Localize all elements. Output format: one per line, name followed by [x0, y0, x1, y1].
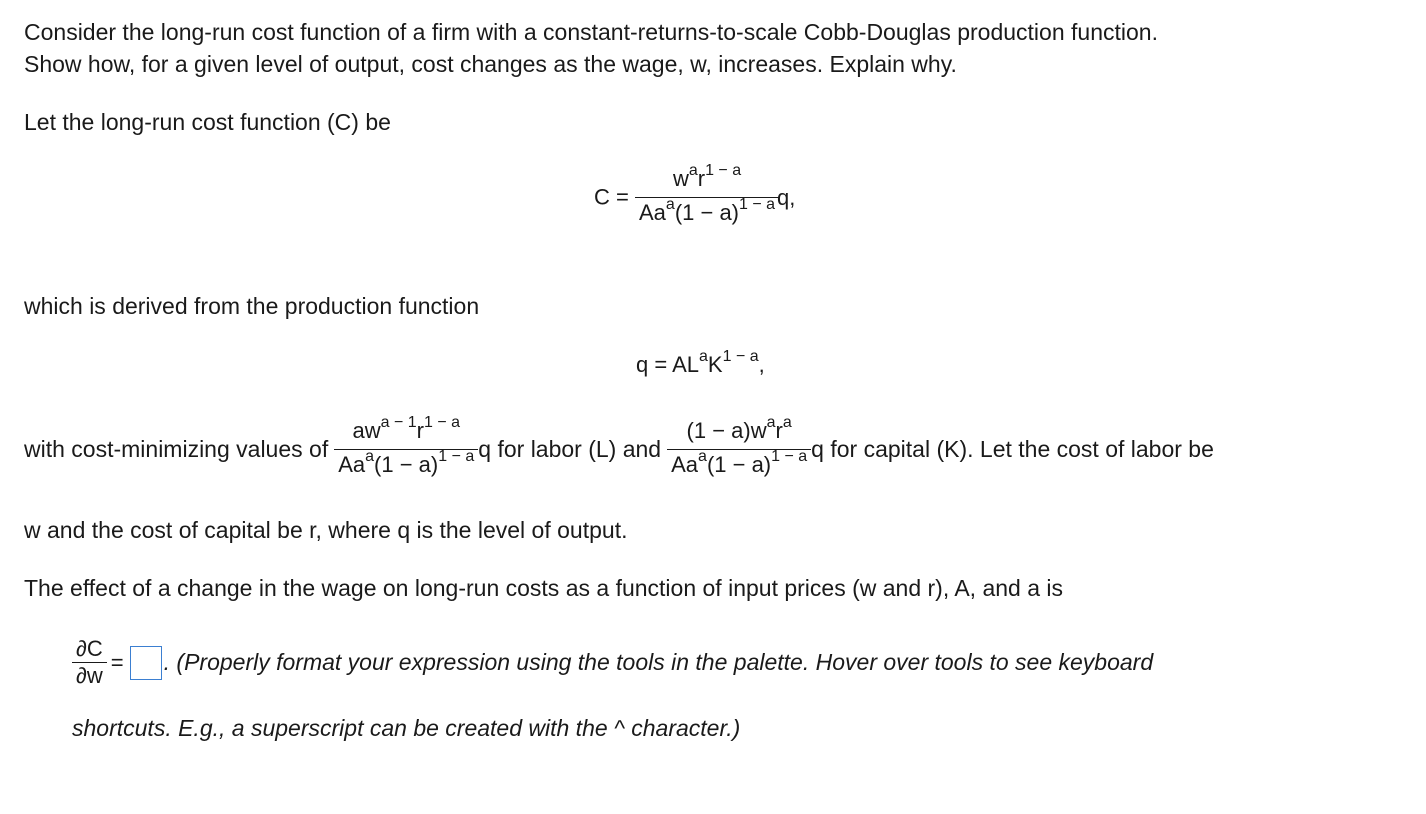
- effect-text: The effect of a change in the wage on long-run costs as a function of input prices (w and r), A, and a is: [24, 575, 1064, 601]
- for-capital-text: q for capital (K). Let the cost of labor be: [811, 436, 1214, 462]
- intro-line-1: Consider the long-run cost function of a firm with a constant-returns-to-scale Cobb-Douglas production function.: [24, 19, 1158, 45]
- cost-minimizing-line: [24, 416, 1214, 483]
- for-labor-text: q for labor (L) and: [478, 436, 662, 462]
- labor-fraction: $\frac{aw^{a - 1}r^{1 - a}}{Aa^a(1 - a)^{1 - a}}$: [334, 416, 478, 483]
- w-and-r-text: w and the cost of capital be r, where q is the level of output.: [24, 517, 628, 543]
- cost-function-equation: C = $\frac{w^ar^{1 - a}}{Aa^a(1 - a)^{1 - a}}$ q,: [594, 164, 795, 231]
- capital-fraction: $\frac{(1 - a)w^ar^a}{Aa^a(1 - a)^{1 - a}}$: [667, 416, 811, 483]
- cost-fraction: $\frac{w^ar^{1 - a}}{Aa^a(1 - a)^{1 - a}}$: [635, 164, 779, 231]
- production-function-equation: $q = AL^aK^{1 - a}$,: [636, 348, 765, 377]
- instruction-line-2: shortcuts. E.g., a superscript can be created with the ^ character.): [72, 715, 741, 741]
- partial-derivative: $\frac{\partial C}{\partial w}$: [72, 636, 107, 689]
- answer-input[interactable]: [130, 646, 162, 680]
- answer-line: $\frac{\partial C}{\partial w}$ = . (Properly format your expression using the tools in the palette. Hover over tools to see keyboard: [72, 636, 1153, 689]
- intro-line-2: Show how, for a given level of output, cost changes as the wage, w, increases. Explain why.: [24, 51, 957, 77]
- let-cost-text: Let the long-run cost function (C) be: [24, 109, 391, 135]
- instruction-line-1: . (Properly format your expression using the tools in the palette. Hover over tools to see keyboard: [163, 649, 1154, 675]
- derived-from-text: which is derived from the production function: [24, 293, 480, 319]
- with-values-text: with cost-minimizing values of: [24, 436, 329, 462]
